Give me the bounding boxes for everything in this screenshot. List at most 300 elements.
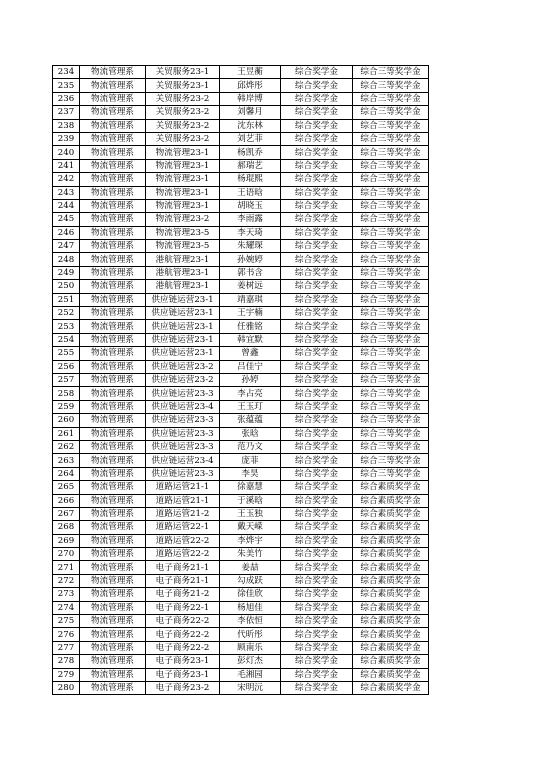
- table-row: [53, 307, 429, 320]
- award-type-cell: 综合奖学金: [281, 253, 353, 266]
- class-cell: 关贸服务23-1: [146, 79, 220, 92]
- department-cell: 物流管理系: [80, 574, 146, 587]
- class-cell: 供应链运营23-3: [146, 467, 220, 480]
- department-cell: 物流管理系: [80, 146, 146, 159]
- table-row: [53, 106, 429, 119]
- table-row: [53, 333, 429, 346]
- student-name-cell: 孙婉婷: [220, 253, 281, 266]
- student-name-cell: 庞菲: [220, 454, 281, 467]
- department-cell: 物流管理系: [80, 79, 146, 92]
- table-row: [53, 414, 429, 427]
- class-cell: 供应链运营23-4: [146, 454, 220, 467]
- student-name-cell: 张晗: [220, 427, 281, 440]
- student-name-cell: 于溪晗: [220, 494, 281, 507]
- department-cell: 物流管理系: [80, 400, 146, 413]
- award-level-cell: 综合三等奖学金: [353, 159, 429, 172]
- award-type-cell: 综合奖学金: [281, 481, 353, 494]
- award-level-cell: 综合三等奖学金: [353, 427, 429, 440]
- award-level-cell: 综合三等奖学金: [353, 347, 429, 360]
- award-level-cell: 综合三等奖学金: [353, 333, 429, 346]
- student-name-cell: 王玉玎: [220, 400, 281, 413]
- department-cell: 物流管理系: [80, 307, 146, 320]
- class-cell: 电子商务22-2: [146, 628, 220, 641]
- class-cell: 供应链运营23-4: [146, 400, 220, 413]
- class-cell: 道路运管22-1: [146, 521, 220, 534]
- table-row: [53, 427, 429, 440]
- award-level-cell: 综合三等奖学金: [353, 106, 429, 119]
- department-cell: 物流管理系: [80, 534, 146, 547]
- award-level-cell: 综合素质奖学金: [353, 681, 429, 694]
- department-cell: 物流管理系: [80, 240, 146, 253]
- table-row: [53, 347, 429, 360]
- award-type-cell: 综合奖学金: [281, 467, 353, 480]
- class-cell: 电子商务21-2: [146, 588, 220, 601]
- row-number-cell: 276: [53, 628, 80, 641]
- row-number-cell: 265: [53, 481, 80, 494]
- table-row: [53, 467, 429, 480]
- award-level-cell: 综合素质奖学金: [353, 655, 429, 668]
- row-number-cell: 269: [53, 534, 80, 547]
- award-level-cell: 综合三等奖学金: [353, 373, 429, 386]
- class-cell: 物流管理23-1: [146, 159, 220, 172]
- student-name-cell: 毛湘园: [220, 668, 281, 681]
- department-cell: 物流管理系: [80, 628, 146, 641]
- award-level-cell: 综合三等奖学金: [353, 66, 429, 79]
- table-row: [53, 92, 429, 105]
- row-number-cell: 262: [53, 440, 80, 453]
- award-type-cell: 综合奖学金: [281, 628, 353, 641]
- class-cell: 道路运管22-2: [146, 534, 220, 547]
- table-row: [53, 280, 429, 293]
- award-level-cell: 综合三等奖学金: [353, 387, 429, 400]
- row-number-cell: 272: [53, 574, 80, 587]
- row-number-cell: 252: [53, 307, 80, 320]
- student-name-cell: 勾成跃: [220, 574, 281, 587]
- row-number-cell: 247: [53, 240, 80, 253]
- class-cell: 港航管理23-1: [146, 266, 220, 279]
- student-name-cell: 朱美竹: [220, 548, 281, 561]
- department-cell: 物流管理系: [80, 507, 146, 520]
- award-type-cell: 综合奖学金: [281, 373, 353, 386]
- award-level-cell: 综合三等奖学金: [353, 360, 429, 373]
- department-cell: 物流管理系: [80, 548, 146, 561]
- award-level-cell: 综合素质奖学金: [353, 641, 429, 654]
- class-cell: 物流管理23-1: [146, 199, 220, 212]
- row-number-cell: 245: [53, 213, 80, 226]
- row-number-cell: 250: [53, 280, 80, 293]
- department-cell: 物流管理系: [80, 186, 146, 199]
- class-cell: 供应链运营23-3: [146, 387, 220, 400]
- class-cell: 物流管理23-2: [146, 213, 220, 226]
- award-type-cell: 综合奖学金: [281, 226, 353, 239]
- class-cell: 关贸服务23-2: [146, 119, 220, 132]
- award-level-cell: 综合素质奖学金: [353, 494, 429, 507]
- table-row: [53, 226, 429, 239]
- row-number-cell: 251: [53, 293, 80, 306]
- award-type-cell: 综合奖学金: [281, 307, 353, 320]
- department-cell: 物流管理系: [80, 92, 146, 105]
- award-level-cell: 综合三等奖学金: [353, 414, 429, 427]
- award-type-cell: 综合奖学金: [281, 601, 353, 614]
- award-type-cell: 综合奖学金: [281, 440, 353, 453]
- table-row: [53, 132, 429, 145]
- table-row: [53, 628, 429, 641]
- award-level-cell: 综合素质奖学金: [353, 668, 429, 681]
- class-cell: 电子商务22-2: [146, 641, 220, 654]
- department-cell: 物流管理系: [80, 601, 146, 614]
- student-name-cell: 戴天嵘: [220, 521, 281, 534]
- department-cell: 物流管理系: [80, 615, 146, 628]
- table-row: [53, 159, 429, 172]
- table-row: [53, 561, 429, 574]
- table-row: [53, 481, 429, 494]
- award-type-cell: 综合奖学金: [281, 360, 353, 373]
- award-level-cell: 综合三等奖学金: [353, 146, 429, 159]
- award-type-cell: 综合奖学金: [281, 574, 353, 587]
- class-cell: 关贸服务23-2: [146, 132, 220, 145]
- student-name-cell: 姜喆: [220, 561, 281, 574]
- class-cell: 电子商务22-2: [146, 615, 220, 628]
- award-type-cell: 综合奖学金: [281, 293, 353, 306]
- row-number-cell: 234: [53, 66, 80, 79]
- row-number-cell: 249: [53, 266, 80, 279]
- row-number-cell: 274: [53, 601, 80, 614]
- class-cell: 关贸服务23-1: [146, 66, 220, 79]
- table-row: [53, 253, 429, 266]
- award-type-cell: 综合奖学金: [281, 548, 353, 561]
- award-type-cell: 综合奖学金: [281, 414, 353, 427]
- student-name-cell: 张蕴蕴: [220, 414, 281, 427]
- table-row: [53, 574, 429, 587]
- row-number-cell: 271: [53, 561, 80, 574]
- student-name-cell: 李占亮: [220, 387, 281, 400]
- award-type-cell: 综合奖学金: [281, 655, 353, 668]
- student-name-cell: 杨凯乔: [220, 146, 281, 159]
- table-row: [53, 440, 429, 453]
- row-number-cell: 277: [53, 641, 80, 654]
- row-number-cell: 255: [53, 347, 80, 360]
- department-cell: 物流管理系: [80, 373, 146, 386]
- award-type-cell: 综合奖学金: [281, 494, 353, 507]
- award-level-cell: 综合三等奖学金: [353, 132, 429, 145]
- award-level-cell: 综合三等奖学金: [353, 199, 429, 212]
- award-level-cell: 综合三等奖学金: [353, 307, 429, 320]
- student-name-cell: 胡晓玉: [220, 199, 281, 212]
- row-number-cell: 273: [53, 588, 80, 601]
- award-type-cell: 综合奖学金: [281, 588, 353, 601]
- row-number-cell: 263: [53, 454, 80, 467]
- table-body: [53, 66, 429, 695]
- table-row: [53, 454, 429, 467]
- award-type-cell: 综合奖学金: [281, 615, 353, 628]
- student-name-cell: 邱烨彤: [220, 79, 281, 92]
- award-level-cell: 综合素质奖学金: [353, 561, 429, 574]
- department-cell: 物流管理系: [80, 561, 146, 574]
- row-number-cell: 280: [53, 681, 80, 694]
- student-name-cell: 王宇楠: [220, 307, 281, 320]
- student-name-cell: 任雅铭: [220, 320, 281, 333]
- award-type-cell: 综合奖学金: [281, 159, 353, 172]
- class-cell: 供应链运营23-1: [146, 293, 220, 306]
- department-cell: 物流管理系: [80, 521, 146, 534]
- award-level-cell: 综合素质奖学金: [353, 601, 429, 614]
- class-cell: 供应链运营23-1: [146, 320, 220, 333]
- row-number-cell: 244: [53, 199, 80, 212]
- student-name-cell: 杨琨熙: [220, 173, 281, 186]
- award-type-cell: 综合奖学金: [281, 119, 353, 132]
- class-cell: 电子商务21-1: [146, 574, 220, 587]
- student-name-cell: 朱耀琛: [220, 240, 281, 253]
- row-number-cell: 238: [53, 119, 80, 132]
- table-row: [53, 641, 429, 654]
- award-type-cell: 综合奖学金: [281, 668, 353, 681]
- table-row: [53, 655, 429, 668]
- table-row: [53, 293, 429, 306]
- award-type-cell: 综合奖学金: [281, 213, 353, 226]
- award-type-cell: 综合奖学金: [281, 400, 353, 413]
- award-type-cell: 综合奖学金: [281, 320, 353, 333]
- student-name-cell: 王昱蘅: [220, 66, 281, 79]
- student-name-cell: 王语晗: [220, 186, 281, 199]
- award-type-cell: 综合奖学金: [281, 681, 353, 694]
- award-type-cell: 综合奖学金: [281, 454, 353, 467]
- class-cell: 物流管理23-1: [146, 146, 220, 159]
- row-number-cell: 243: [53, 186, 80, 199]
- department-cell: 物流管理系: [80, 253, 146, 266]
- student-name-cell: 孙婷: [220, 373, 281, 386]
- department-cell: 物流管理系: [80, 173, 146, 186]
- award-type-cell: 综合奖学金: [281, 146, 353, 159]
- class-cell: 物流管理23-5: [146, 226, 220, 239]
- row-number-cell: 266: [53, 494, 80, 507]
- table-row: [53, 213, 429, 226]
- award-type-cell: 综合奖学金: [281, 347, 353, 360]
- award-level-cell: 综合素质奖学金: [353, 588, 429, 601]
- class-cell: 电子商务23-1: [146, 655, 220, 668]
- table-row: [53, 588, 429, 601]
- table-row: [53, 173, 429, 186]
- student-name-cell: 徐嘉慧: [220, 481, 281, 494]
- award-level-cell: 综合三等奖学金: [353, 173, 429, 186]
- class-cell: 关贸服务23-2: [146, 92, 220, 105]
- award-level-cell: 综合三等奖学金: [353, 280, 429, 293]
- award-type-cell: 综合奖学金: [281, 92, 353, 105]
- class-cell: 电子商务22-1: [146, 601, 220, 614]
- award-type-cell: 综合奖学金: [281, 266, 353, 279]
- table-row: [53, 360, 429, 373]
- table-row: [53, 548, 429, 561]
- award-level-cell: 综合三等奖学金: [353, 213, 429, 226]
- department-cell: 物流管理系: [80, 427, 146, 440]
- department-cell: 物流管理系: [80, 266, 146, 279]
- award-type-cell: 综合奖学金: [281, 66, 353, 79]
- table-row: [53, 119, 429, 132]
- award-level-cell: 综合三等奖学金: [353, 467, 429, 480]
- department-cell: 物流管理系: [80, 213, 146, 226]
- department-cell: 物流管理系: [80, 320, 146, 333]
- student-name-cell: 李烨宇: [220, 534, 281, 547]
- department-cell: 物流管理系: [80, 467, 146, 480]
- award-type-cell: 综合奖学金: [281, 240, 353, 253]
- department-cell: 物流管理系: [80, 387, 146, 400]
- table-row: [53, 79, 429, 92]
- department-cell: 物流管理系: [80, 159, 146, 172]
- class-cell: 供应链运营23-3: [146, 427, 220, 440]
- class-cell: 道路运管21-1: [146, 481, 220, 494]
- award-level-cell: 综合素质奖学金: [353, 481, 429, 494]
- row-number-cell: 246: [53, 226, 80, 239]
- department-cell: 物流管理系: [80, 668, 146, 681]
- award-level-cell: 综合三等奖学金: [353, 253, 429, 266]
- department-cell: 物流管理系: [80, 655, 146, 668]
- table-row: [53, 266, 429, 279]
- table-row: [53, 494, 429, 507]
- row-number-cell: 278: [53, 655, 80, 668]
- table-row: [53, 373, 429, 386]
- award-type-cell: 综合奖学金: [281, 79, 353, 92]
- department-cell: 物流管理系: [80, 280, 146, 293]
- award-level-cell: 综合三等奖学金: [353, 79, 429, 92]
- department-cell: 物流管理系: [80, 360, 146, 373]
- department-cell: 物流管理系: [80, 199, 146, 212]
- class-cell: 供应链运营23-2: [146, 373, 220, 386]
- table-row: [53, 521, 429, 534]
- award-level-cell: 综合三等奖学金: [353, 320, 429, 333]
- student-name-cell: 宋明沅: [220, 681, 281, 694]
- department-cell: 物流管理系: [80, 119, 146, 132]
- award-level-cell: 综合三等奖学金: [353, 226, 429, 239]
- student-name-cell: 徐佳欣: [220, 588, 281, 601]
- table-row: [53, 186, 429, 199]
- student-name-cell: 李依恒: [220, 615, 281, 628]
- table-row: [53, 199, 429, 212]
- award-level-cell: 综合素质奖学金: [353, 521, 429, 534]
- class-cell: 港航管理23-1: [146, 253, 220, 266]
- student-name-cell: 王玉独: [220, 507, 281, 520]
- award-type-cell: 综合奖学金: [281, 132, 353, 145]
- row-number-cell: 270: [53, 548, 80, 561]
- row-number-cell: 248: [53, 253, 80, 266]
- student-name-cell: 郭书含: [220, 266, 281, 279]
- table-row: [53, 534, 429, 547]
- table-row: [53, 615, 429, 628]
- award-type-cell: 综合奖学金: [281, 521, 353, 534]
- table-row: [53, 387, 429, 400]
- department-cell: 物流管理系: [80, 226, 146, 239]
- department-cell: 物流管理系: [80, 454, 146, 467]
- award-level-cell: 综合素质奖学金: [353, 548, 429, 561]
- department-cell: 物流管理系: [80, 494, 146, 507]
- department-cell: 物流管理系: [80, 106, 146, 119]
- table-row: [53, 507, 429, 520]
- department-cell: 物流管理系: [80, 333, 146, 346]
- department-cell: 物流管理系: [80, 66, 146, 79]
- student-name-cell: 李天琦: [220, 226, 281, 239]
- department-cell: 物流管理系: [80, 481, 146, 494]
- row-number-cell: 236: [53, 92, 80, 105]
- table-row: [53, 320, 429, 333]
- student-name-cell: 杨旭佳: [220, 601, 281, 614]
- student-name-cell: 姜树远: [220, 280, 281, 293]
- student-name-cell: 刘馨月: [220, 106, 281, 119]
- table-row: [53, 668, 429, 681]
- class-cell: 供应链运营23-1: [146, 333, 220, 346]
- student-name-cell: 沈东林: [220, 119, 281, 132]
- class-cell: 道路运管21-1: [146, 494, 220, 507]
- award-level-cell: 综合三等奖学金: [353, 440, 429, 453]
- award-type-cell: 综合奖学金: [281, 387, 353, 400]
- row-number-cell: 254: [53, 333, 80, 346]
- award-type-cell: 综合奖学金: [281, 333, 353, 346]
- award-level-cell: 综合素质奖学金: [353, 507, 429, 520]
- student-name-cell: 韩宜默: [220, 333, 281, 346]
- student-name-cell: 李昊: [220, 467, 281, 480]
- row-number-cell: 235: [53, 79, 80, 92]
- student-name-cell: 彭灯杰: [220, 655, 281, 668]
- award-level-cell: 综合素质奖学金: [353, 534, 429, 547]
- award-type-cell: 综合奖学金: [281, 534, 353, 547]
- row-number-cell: 267: [53, 507, 80, 520]
- department-cell: 物流管理系: [80, 681, 146, 694]
- row-number-cell: 259: [53, 400, 80, 413]
- award-level-cell: 综合三等奖学金: [353, 92, 429, 105]
- award-level-cell: 综合三等奖学金: [353, 186, 429, 199]
- row-number-cell: 253: [53, 320, 80, 333]
- row-number-cell: 240: [53, 146, 80, 159]
- class-cell: 供应链运营23-1: [146, 347, 220, 360]
- award-type-cell: 综合奖学金: [281, 507, 353, 520]
- department-cell: 物流管理系: [80, 347, 146, 360]
- class-cell: 物流管理23-1: [146, 173, 220, 186]
- class-cell: 道路运管22-2: [146, 548, 220, 561]
- table-row: [53, 400, 429, 413]
- award-level-cell: 综合素质奖学金: [353, 615, 429, 628]
- student-name-cell: 靖嘉琪: [220, 293, 281, 306]
- row-number-cell: 256: [53, 360, 80, 373]
- row-number-cell: 268: [53, 521, 80, 534]
- class-cell: 物流管理23-1: [146, 186, 220, 199]
- student-name-cell: 顾南乐: [220, 641, 281, 654]
- class-cell: 供应链运营23-1: [146, 307, 220, 320]
- student-name-cell: 范乃文: [220, 440, 281, 453]
- award-type-cell: 综合奖学金: [281, 561, 353, 574]
- award-type-cell: 综合奖学金: [281, 427, 353, 440]
- student-name-cell: 郝瑞艺: [220, 159, 281, 172]
- table-row: [53, 681, 429, 694]
- award-level-cell: 综合素质奖学金: [353, 574, 429, 587]
- award-type-cell: 综合奖学金: [281, 199, 353, 212]
- table-row: [53, 240, 429, 253]
- student-name-cell: 曾鑫: [220, 347, 281, 360]
- row-number-cell: 260: [53, 414, 80, 427]
- department-cell: 物流管理系: [80, 293, 146, 306]
- class-cell: 关贸服务23-2: [146, 106, 220, 119]
- class-cell: 电子商务23-1: [146, 668, 220, 681]
- row-number-cell: 261: [53, 427, 80, 440]
- student-name-cell: 李雨露: [220, 213, 281, 226]
- table-row: [53, 66, 429, 79]
- award-type-cell: 综合奖学金: [281, 173, 353, 186]
- award-level-cell: 综合三等奖学金: [353, 400, 429, 413]
- table-row: [53, 146, 429, 159]
- row-number-cell: 257: [53, 373, 80, 386]
- award-type-cell: 综合奖学金: [281, 641, 353, 654]
- row-number-cell: 279: [53, 668, 80, 681]
- class-cell: 供应链运营23-3: [146, 440, 220, 453]
- award-level-cell: 综合三等奖学金: [353, 293, 429, 306]
- award-type-cell: 综合奖学金: [281, 106, 353, 119]
- department-cell: 物流管理系: [80, 588, 146, 601]
